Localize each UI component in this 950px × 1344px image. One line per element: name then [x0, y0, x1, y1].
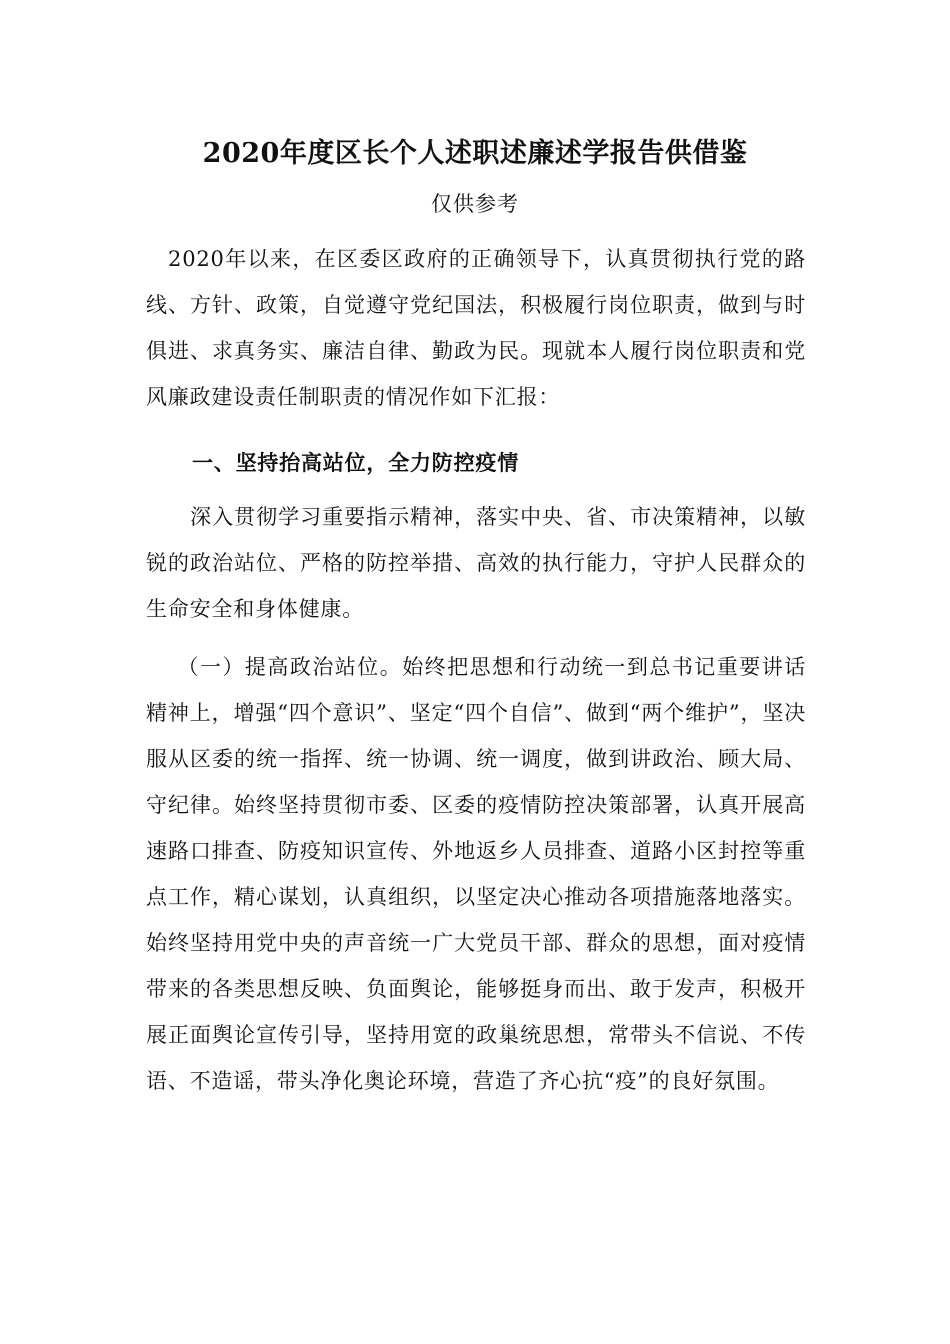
- subsection-1-paragraph: （一）提高政治站位。始终把思想和行动统一到总书记重要讲话精神上，增强“四个意识”、坚定“四个自信”、做到“两个维护”，坚决服从区委的统一指挥、统一协调、统一调度，做到讲政治、顾大局、守纪律。始终坚持贯彻市委、区委的疫情防控决策部署，认真开展高速路口排查、防疫知识宣传、外地返乡人员排查、道路小区封控等重点工作，精心谋划，认真组织，以坚定决心推动各项措施落地落实。始终坚持用党中央的声音统一广大党员干部、群众的思想，面对疫情带来的各类思想反映、负面舆论，能够挺身而出、敢于发声，积极开展正面舆论宣传引导，坚持用宽的政巢统思想，常带头不信说、不传语、不造谣，带头净化奥论环境，营造了齐心抗“疫”的良好氛围。: [146, 655, 806, 1093]
- document-subtitle: 仅供参考: [431, 192, 519, 216]
- section-1-paragraph: 深入贯彻学习重要指示精神，落实中央、省、市决策精神，以敏锐的政治站位、严格的防控举措、高效的执行能力，守护人民群众的生命安全和身体健康。: [146, 505, 806, 621]
- document-title: 2020年度区长个人述职述廉述学报告供借鉴: [202, 138, 748, 169]
- section-heading-1: 一、坚持抬高站位，全力防控疫情: [192, 450, 519, 475]
- intro-paragraph: 2020年以来，在区委区政府的正确领导下，认真贯彻执行党的路线、方针、政策，自觉遵守党纪国法，积极履行岗位职责，做到与时俱进、求真务实、廉洁自律、勤政为民。现就本人履行岗位职责和党风廉政建设责任制职责的情况作如下汇报：: [146, 247, 806, 409]
